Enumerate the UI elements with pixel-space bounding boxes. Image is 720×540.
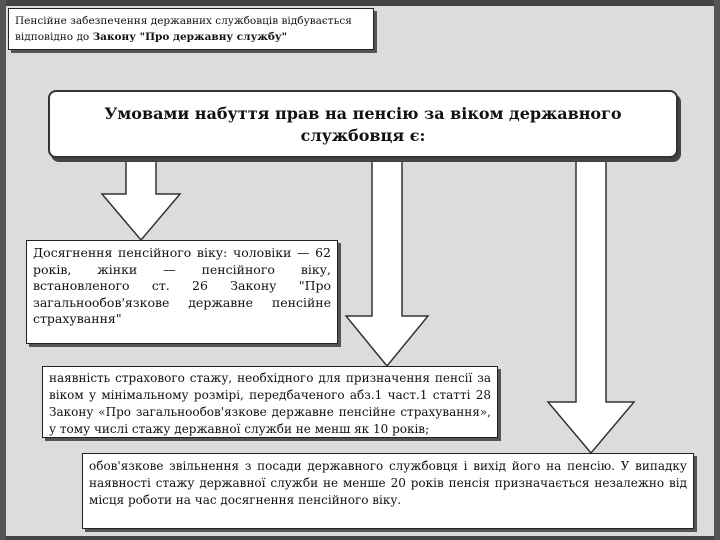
note-law-name: Закону "Про державну службу" bbox=[92, 31, 288, 43]
note-prefix: Пенсійне забезпечення державних службовців відбувається відповідно до bbox=[15, 15, 352, 43]
arrow-2 bbox=[346, 158, 428, 366]
conditions-banner bbox=[48, 90, 678, 158]
condition-box-insurance-stage: наявність страхового стажу, необхідного для призначення пенсії за віком у мінімальному розмірі, передбаченого абз.1 част.1 статті 28 Закону «Про загальнообов'язкове державне пенсійне страхування», у тому числі стажу державної служби не менш як 10 років; bbox=[42, 366, 498, 438]
arrow-1 bbox=[102, 158, 180, 240]
condition-box-dismissal: обов'язкове звільнення з посади державного службовця і вихід його на пенсію. У випадку наявності стажу державної служби не менше 20 років пенсія призначається незалежно від місця роботи на час досягнення пенсійного віку. bbox=[82, 453, 694, 529]
condition-box-age: Досягнення пенсійного віку: чоловіки — 62 років, жінки — пенсійного віку, встановленого ст. 26 Закону "Про загальнообов'язкове державне пенсійне страхування" bbox=[26, 240, 338, 344]
arrow-3 bbox=[548, 158, 634, 453]
banner-line-2: службовця є: bbox=[300, 126, 426, 145]
banner-line-1: Умовами набуття прав на пенсію за віком державного bbox=[104, 104, 622, 123]
